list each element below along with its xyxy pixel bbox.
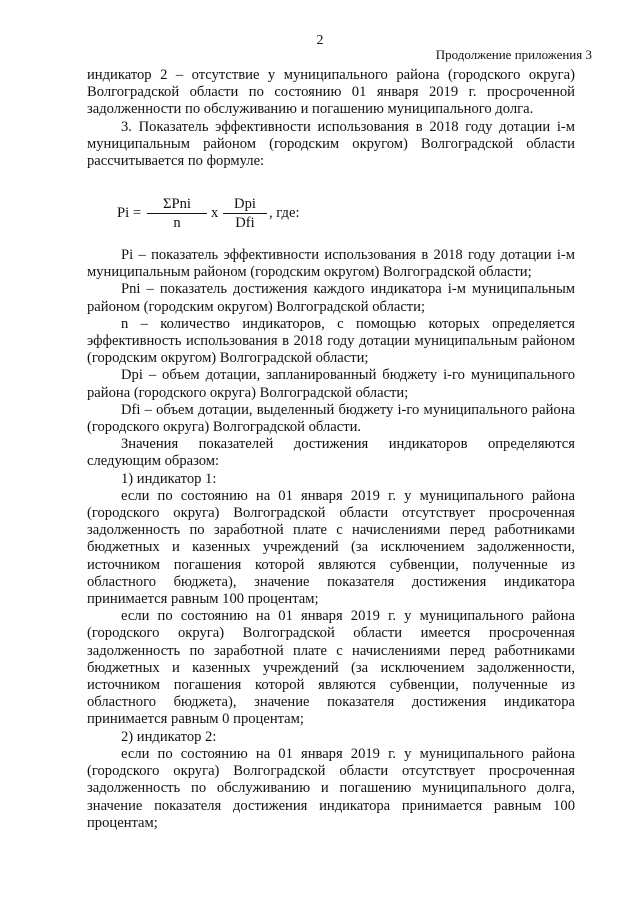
text-block-top (87, 67, 575, 170)
paragraph: Pni – показатель достижения каждого индикатора i-м муниципальным районом (городским округом) Волгоградской области; (87, 281, 575, 315)
fraction-2 (223, 196, 267, 231)
fraction-1-denominator: n (173, 215, 181, 231)
paragraph: Dpi – объем дотации, запланированный бюджету i-го муниципального района (городского округа) Волгоградской области; (87, 367, 575, 401)
formula-lhs: Pi = (117, 205, 142, 221)
paragraph: индикатор 2 – отсутствие у муниципального района (городского округа) Волгоградской области по состоянию 01 января 2019 г. просроченной задолженности по обслуживанию и погашению муниципального долга. (87, 67, 575, 118)
formula-tail: , где: (269, 205, 300, 221)
fraction-1 (147, 196, 207, 231)
paragraph: если по состоянию на 01 января 2019 г. у муниципального района (городского округа) Волгоградской области имеется просроченная задолженность по заработной плате с начислениями перед работниками бюджетных и казенных учреждений (за исключением задолженности, источником погашения которой являются субвенции, полученные из областного бюджета), значение показателя достижения индикатора принимается равным 0 процентам; (87, 608, 575, 728)
paragraph: Pi – показатель эффективности использования в 2018 году дотации i-м муниципальным районом (городским округом) Волгоградской области; (87, 247, 575, 281)
paragraph: если по состоянию на 01 января 2019 г. у муниципального района (городского округа) Волгоградской области отсутствует просроченная задолженность по заработной плате с начислениями перед работниками бюджетных и казенных учреждений (за исключением задолженности, источником погашения которой являются субвенции, полученные из областного бюджета), значение показателя достижения индикатора принимается равным 100 процентам; (87, 487, 575, 608)
fraction-2-denominator: Dfi (235, 215, 255, 231)
paragraph: если по состоянию на 01 января 2019 г. у муниципального района (городского округа) Волгоградской области отсутствует просроченная задолженность по обслуживанию и погашению муниципального долга, значение показателя достижения индикатора принимается равным 100 процентам; (87, 745, 575, 831)
fraction-2-numerator: Dpi (223, 196, 267, 214)
continuation-note: Продолжение приложения 3 (435, 47, 592, 62)
paragraph: Dfi – объем дотации, выделенный бюджету i-го муниципального района (городского округа) Волгоградской области. (87, 401, 575, 436)
page-number: 2 (316, 33, 324, 48)
formula-times: x (211, 205, 219, 221)
paragraph: n – количество индикаторов, с помощью которых определяется эффективность использования в 2018 году дотации муниципальным районом (городским округом) Волгоградской области; (87, 315, 575, 367)
paragraph: 1) индикатор 1: (121, 470, 217, 487)
paragraph: 2) индикатор 2: (121, 728, 217, 745)
paragraph: Значения показателей достижения индикаторов определяются следующим образом: (87, 436, 575, 470)
paragraph: 3. Показатель эффективности использования в 2018 году дотации i-м муниципальным районом (городским округом) Волгоградской области рассчитывается по формуле: (87, 118, 575, 170)
fraction-1-numerator: ΣPni (147, 196, 207, 214)
text-block-bottom (87, 247, 575, 832)
